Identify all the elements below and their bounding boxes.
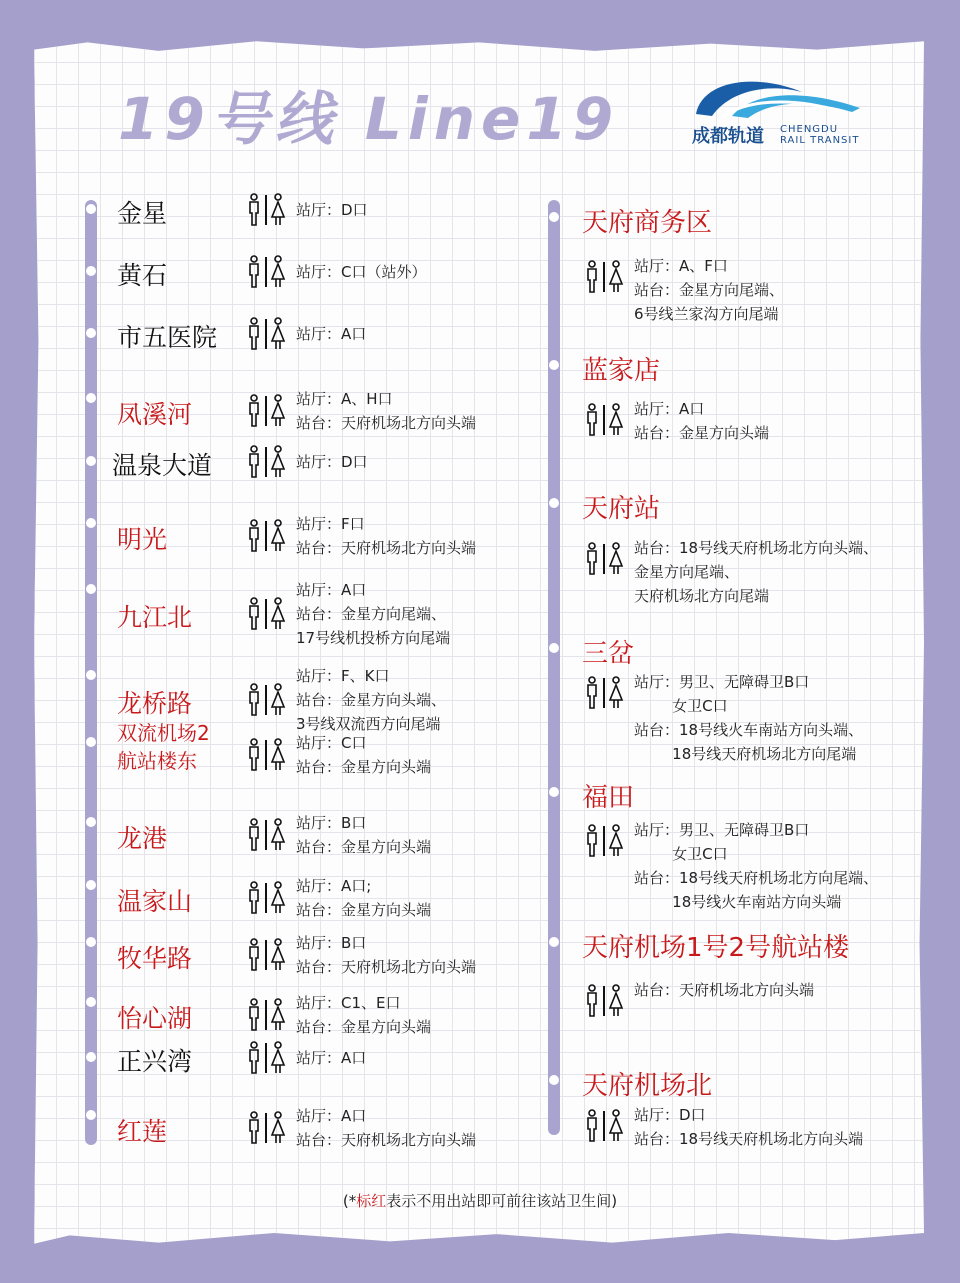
station-dot (549, 937, 559, 947)
station-restroom-info: 站厅：A口 站台：金星方向头端 (634, 400, 770, 442)
restroom-icon (246, 1041, 286, 1075)
station-dot (86, 1110, 96, 1120)
restroom-icon (246, 998, 286, 1032)
restroom-icon (246, 394, 286, 428)
station-dot (86, 817, 96, 827)
station-name: 三岔 (582, 639, 635, 669)
restroom-icon (584, 824, 624, 858)
station-name: 九江北 (117, 603, 193, 632)
station-restroom-info: 站厅：C口 站台：金星方向头端 (296, 734, 432, 776)
restroom-icon (584, 542, 624, 576)
restroom-icon (246, 818, 286, 852)
station-name: 天府站 (582, 494, 661, 524)
station-name: 黄石 (117, 261, 168, 290)
station-dot (549, 360, 559, 370)
restroom-icon (246, 1111, 286, 1145)
logo-cn-text: 成都轨道 (692, 126, 764, 147)
station-restroom-info: 站厅：C1、E口 站台：金星方向头端 (296, 994, 432, 1036)
station-restroom-info: 站厅：A、H口 站台：天府机场北方向头端 (296, 390, 477, 432)
station-dot (86, 584, 96, 594)
station-name: 天府商务区 (582, 208, 713, 238)
station-name: 天府机场北 (582, 1071, 713, 1101)
station-name: 正兴湾 (117, 1047, 193, 1076)
page-title: 19号线 Line19 (118, 85, 620, 153)
station-restroom-info: 站厅：A口 站台：天府机场北方向头端 (296, 1107, 477, 1149)
station-name: 蓝家店 (582, 356, 661, 386)
station-restroom-info: 站厅：B口 站台：天府机场北方向头端 (296, 934, 477, 976)
station-restroom-info: 站厅：A、F口 站台：金星方向尾端、 6号线兰家沟方向尾端 (634, 257, 785, 323)
restroom-icon (584, 403, 624, 437)
restroom-icon (246, 193, 286, 227)
station-name: 凤溪河 (117, 400, 193, 429)
station-name: 龙桥路 (117, 689, 193, 718)
restroom-icon (584, 1109, 624, 1143)
restroom-icon (584, 260, 624, 294)
station-name: 市五医院 (117, 323, 218, 352)
station-dot (86, 204, 96, 214)
station-dot (549, 643, 559, 653)
station-restroom-info: 站厅：男卫、无障碍卫B口 女卫C口 站台：18号线天府机场北方向尾端、 18号线火车南站方向头端 (634, 821, 879, 911)
restroom-icon (246, 445, 286, 479)
restroom-icon (584, 984, 624, 1018)
station-dot (549, 498, 559, 508)
station-restroom-info: 站厅：D口 (296, 453, 368, 471)
station-name: 温家山 (117, 887, 193, 916)
footnote: (*标红表示不用出站即可前往该站卫生间) (342, 1192, 618, 1210)
station-dot (86, 328, 96, 338)
restroom-icon (246, 938, 286, 972)
restroom-icon (246, 738, 286, 772)
station-name: 红莲 (117, 1117, 168, 1146)
logo-swoosh-icon (692, 74, 864, 122)
station-restroom-info: 站厅：D口 (296, 201, 368, 219)
station-restroom-info: 站厅：F、K口 站台：金星方向头端、 3号线双流西方向尾端 (296, 667, 447, 733)
station-dot (549, 787, 559, 797)
station-name: 怡心湖 (117, 1004, 193, 1033)
station-restroom-info: 站厅：B口 站台：金星方向头端 (296, 814, 432, 856)
station-name: 温泉大道 (112, 451, 213, 480)
restroom-icon (246, 317, 286, 351)
restroom-icon (246, 255, 286, 289)
station-dot (86, 937, 96, 947)
station-restroom-info: 站厅：A口 (296, 1049, 367, 1067)
station-name: 金星 (117, 199, 168, 228)
station-name: 双流机场2 航站楼东 (117, 721, 210, 773)
station-dot (86, 456, 96, 466)
station-name: 福田 (582, 783, 635, 813)
station-dot (86, 1052, 96, 1062)
station-restroom-info: 站厅：A口 站台：金星方向尾端、 17号线机投桥方向尾端 (296, 581, 451, 647)
station-name: 牧华路 (117, 944, 193, 973)
station-dot (86, 518, 96, 528)
station-restroom-info: 站厅：A口; 站台：金星方向头端 (296, 877, 432, 919)
station-restroom-info: 站台：天府机场北方向头端 (634, 981, 815, 999)
station-restroom-info: 站厅：男卫、无障碍卫B口 女卫C口 站台：18号线火车南站方向头端、 18号线天府机场北方向尾端 (634, 673, 864, 763)
station-name: 龙港 (117, 824, 168, 853)
station-dot (86, 670, 96, 680)
station-restroom-info: 站台：18号线天府机场北方向头端、 金星方向尾端、 天府机场北方向尾端 (634, 539, 879, 605)
right-line-bar (548, 200, 560, 1135)
station-restroom-info: 站厅：C口（站外） (296, 263, 427, 281)
station-dot (86, 393, 96, 403)
station-name: 天府机场1号2号航站楼 (582, 933, 850, 963)
station-dot (86, 880, 96, 890)
station-dot (549, 212, 559, 222)
station-restroom-info: 站厅：D口 站台：18号线天府机场北方向头端 (634, 1106, 864, 1148)
station-name: 明光 (117, 525, 168, 554)
restroom-icon (246, 597, 286, 631)
restroom-icon (246, 683, 286, 717)
restroom-icon (584, 676, 624, 710)
station-dot (86, 737, 96, 747)
restroom-icon (246, 881, 286, 915)
station-restroom-info: 站厅：F口 站台：天府机场北方向头端 (296, 515, 477, 557)
station-restroom-info: 站厅：A口 (296, 325, 367, 343)
chengdu-rail-logo (692, 74, 864, 152)
station-dot (86, 266, 96, 276)
station-dot (86, 997, 96, 1007)
restroom-icon (246, 519, 286, 553)
logo-en-text: CHENGDU RAIL TRANSIT (780, 124, 860, 146)
station-dot (549, 1075, 559, 1085)
